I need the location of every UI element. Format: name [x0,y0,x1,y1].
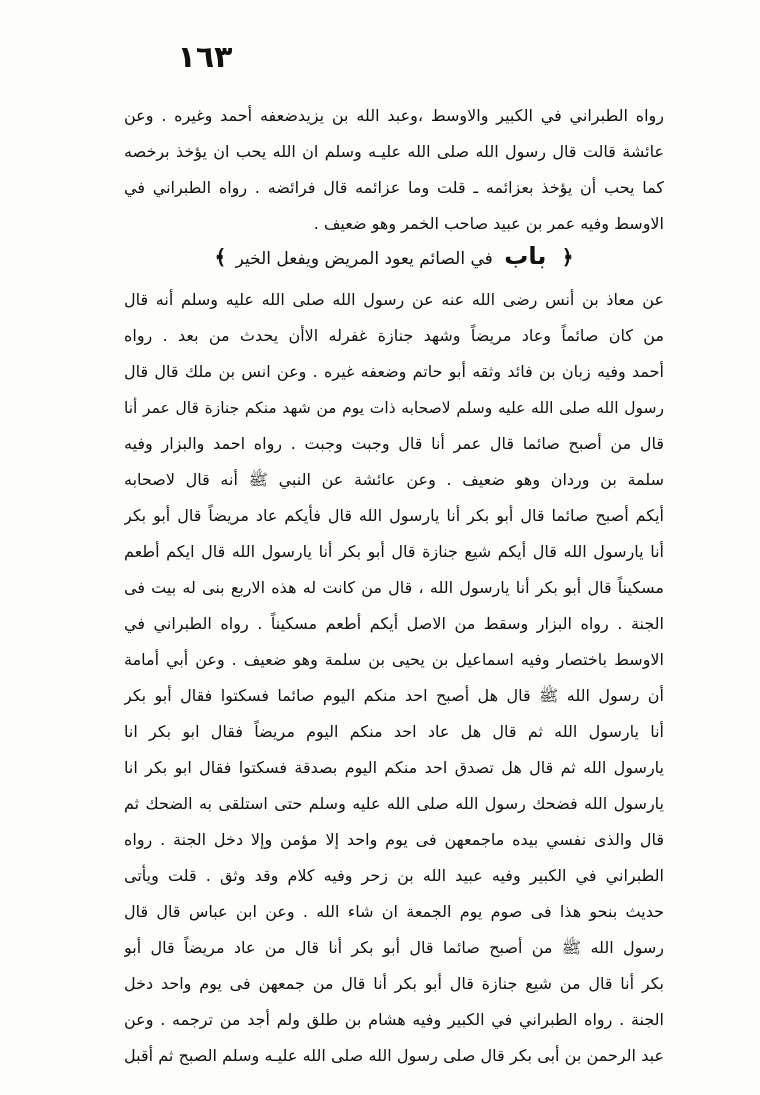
text-line: قال من أصبح صائما قال عمر أنا قال وجبت وجبت . رواه احمد والبزار وفيه [124,434,664,453]
text-line: عائشة قالت قال رسول الله صلى الله عليـه وسلم ان الله يحب ان يؤخذ برخصه [124,142,664,161]
text-line: الاوسط وفيه عمر بن عبيد صاحب الخمر وهو ضعيف . [313,214,664,233]
text-line: الجنة . رواه الطبراني في الكبير وفيه هشام بن طلق ولم أجد من ترجمه . وعن [124,1010,664,1029]
text-line: رواه الطبراني في الكبير والاوسط ،وعبد الله بن يزيدضعفه أحمد وغيره . وعن [124,106,664,125]
heading-bracket-close: ﴾ [214,245,227,269]
text-line: يارسول الله ثم قال هل تصدق احد منكم اليوم بصدقة فسكتوا فقال ابو بكر انا [124,758,664,777]
text-line: الاوسط باختصار وفيه اسماعيل بن يحيى بن سلمة وهو ضعيف . وعن أبي أمامة [124,650,664,669]
text-line: قال والذى نفسي بيده ماجمعهن فى يوم واحد إلا مؤمن وإلا دخل الجنة . رواه [124,830,664,849]
text-line: الطبراني في الكبير وفيه عبيد الله بن زحر وفيه كلام وقد وثق . قلت ويأتى [124,866,664,885]
text-line: رسول الله صلى الله عليه وسلم لاصحابه ذات يوم من شهد منكم جنازة قال عمر أنا [124,399,664,417]
text-block-top [124,98,664,242]
text-line: الجنة . رواه البزار وسقط من الاصل أيكم أطعم مسكيناً . رواه الطبراني في [124,614,664,633]
text-line: مسكيناً قال أبو بكر أنا يارسول الله ، قال من كانت له هذه الاربع بنى له بيت فى [124,578,664,597]
text-line: رسول الله ﷺ من أصبح صائما قال أبو بكر أنا قال من عاد مريضاً قال أبو [124,938,664,957]
text-line: كما يحب أن يؤخذ بعزائمه ـ قلت وما عزائمه قال فرائضه . رواه الطبراني في [124,178,664,197]
page-number: ١٦٣ [177,40,233,75]
text-line: أنا يارسول الله قال أيكم شيع جنازة قال أبو بكر أنا يارسول الله قال ايكم أطعم [124,542,664,561]
text-line: أن رسول الله ﷺ قال هل أصبح احد منكم اليوم صائما فسكتوا فقال أبو بكر [124,686,664,705]
heading-bab-word: باب [504,242,547,270]
text-line: من كان صائماً وعاد مريضاً وشهد جنازة غفرله الاأن يحدث من بعد . رواه [124,326,664,345]
text-line: حديث بنحو هذا فى صوم يوم الجمعة ان شاء الله . وعن ابن عباس قال قال [124,902,664,921]
text-line: يارسول الله فضحك رسول الله صلى الله عليه وسلم حتى استلقى به الضحك ثم [124,794,664,813]
chapter-heading [124,236,664,276]
heading-title: في الصائم يعود المريض ويفعل الخير [235,249,493,269]
text-line: بكر أنا قال من شيع جنازة قال أبو بكر أنا قال من جمعهن فى يوم واحد دخل [124,974,664,993]
text-line: أنا يارسول الله ثم قال هل عاد احد منكم اليوم مريضاً فقال ابو بكر انا [124,722,664,741]
text-line: سلمة بن وردان وهو ضعيف . وعن عائشة عن النبي ﷺ أنه قال لاصحابه [124,470,664,489]
heading-bracket-open: ﴿ [561,245,574,269]
text-line: عن معاذ بن أنس رضى الله عنه عن رسول الله صلى الله عليه وسلم أنه قال [124,290,664,309]
text-line: أيكم أصبح صائما قال أبو بكر أنا يارسول الله قال فأيكم عاد مريضاً قال أبو بكر [124,506,664,525]
text-line: أحمد وفيه زبان بن فائد وثقه أبو حاتم وضعفه غيره . وعن انس بن ملك قال قال [124,362,664,381]
text-line: عبد الرحمن بن أبى بكر قال صلى رسول الله صلى الله عليـه وسلم الصبح ثم أقبل [124,1046,664,1065]
text-block-main [124,282,664,1074]
